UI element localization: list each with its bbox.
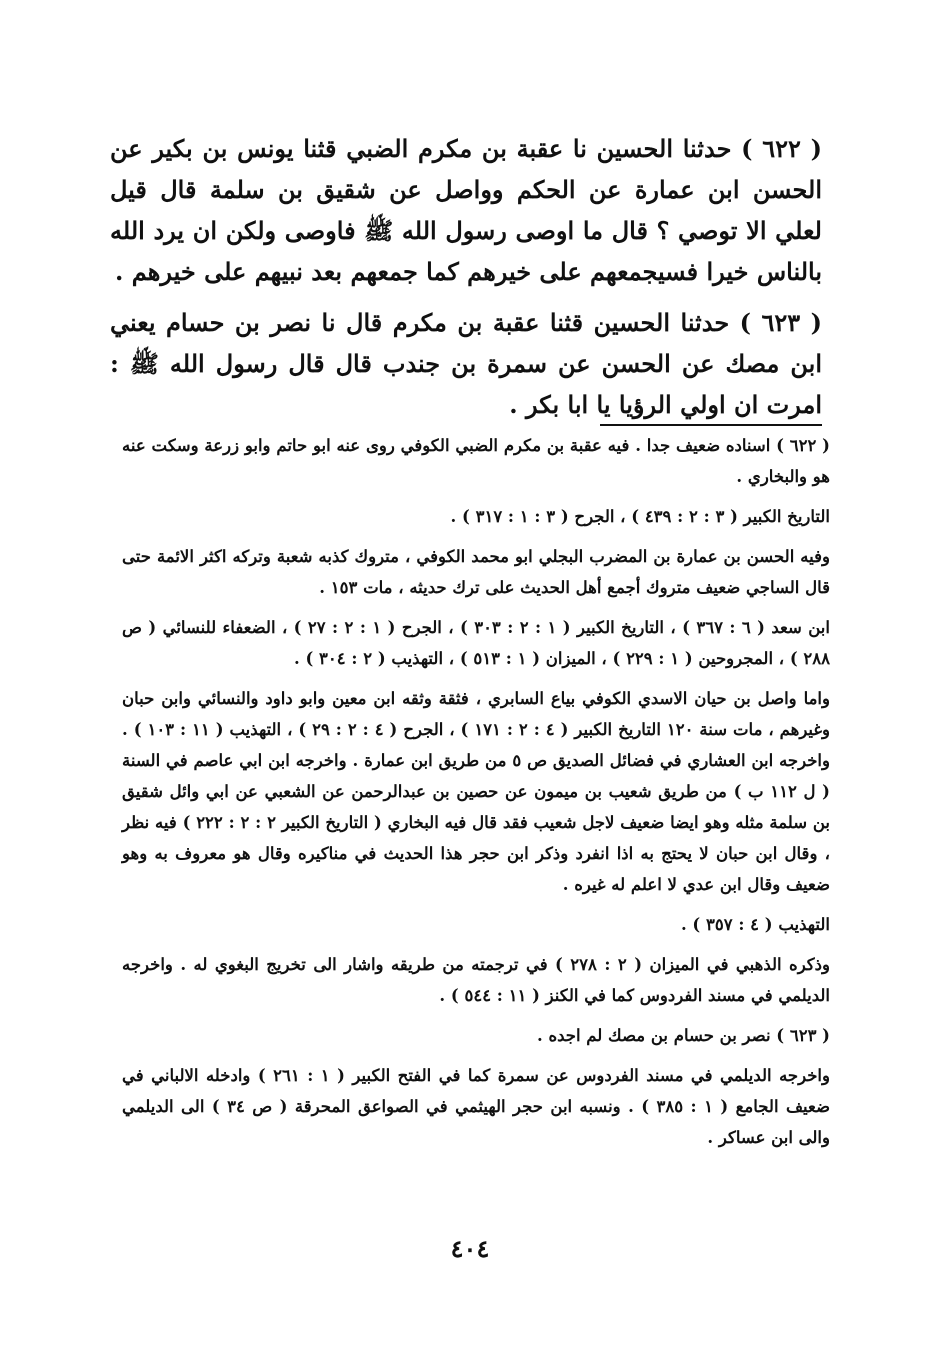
footnote-622-grading: ( ٦٢٢ ) اسناده ضعيف جدا . فيه عقبة بن مكرم الضبي الكوفي روى عنه ابو حاتم وابو زرعة وسكت عنه هو والبخاري . <box>122 436 830 486</box>
footnote-divider <box>600 424 822 426</box>
main-hadith-text <box>110 128 822 435</box>
footnote-reference: ابن سعد ( ٦ : ٣٦٧ ) ، التاريخ الكبير ( ١ : ٢ : ٣٠٣ ) ، الجرح ( ١ : ٢ : ٢٧ ) ، الضعفاء للنسائي ( ص ٢٨٨ ) ، المجروحين ( ١ : ٢٢٩ ) ، الميزان ( ١ : ٥١٣ ) ، التهذيب ( ٢ : ٣٠٤ ) . <box>122 618 830 668</box>
footnote-623-takhrij: واخرجه الديلمي في مسند الفردوس عن سمرة كما في الفتح الكبير ( ١ : ٢٦١ ) وادخله الالباني في ضعيف الجامع ( ١ : ٣٨٥ ) . ونسبه ابن حجر الهيثمي في الصواعق المحرقة ( ص ٣٤ ) الى الديلمي والى ابن عساكر . <box>122 1066 830 1147</box>
footnote-reference: التاريخ الكبير ( ٣ : ٢ : ٤٣٩ ) ، الجرح ( ٣ : ١ : ٣١٧ ) . <box>450 507 830 526</box>
footnote-takhrij: وذكره الذهبي في الميزان ( ٢ : ٢٧٨ ) في ترجمته من طريقه واشار الى تخريج البغوي له . واخرجه الديلمي في مسند الفردوس كما في الكنز ( ١١ : ٥٤٤ ) . <box>122 955 830 1005</box>
footnote-reference: التهذيب ( ٤ : ٣٥٧ ) . <box>680 915 830 934</box>
hadith-622: ( ٦٢٢ ) حدثنا الحسين نا عقبة بن مكرم الضبي قثنا يونس بن بكير عن الحسن ابن عمارة عن الحكم وواصل عن شقيق بن سلمة قال قيل لعلي الا توصي ؟ قال ما اوصى رسول الله ﷺ فاوصى ولكن ان يرد الله بالناس خيرا فسيجمعهم على خيرهم كما جمعهم بعد نبيهم على خيرهم . <box>110 134 822 286</box>
footnote-623-narrator: ( ٦٢٣ ) نصر بن حسام بن مصك لم اجده . <box>536 1026 830 1045</box>
footnotes <box>122 430 830 1162</box>
footnote-narrator-hasan: وفيه الحسن بن عمارة بن المضرب البجلي ابو محمد الكوفي ، متروك كذبه شعبة وتركه اكثر الائمة حتى قال الساجي ضعيف متروك أجمع أهل الحديث على ترك حديثه ، مات ١٥٣ . <box>122 547 830 597</box>
hadith-623: ( ٦٢٣ ) حدثنا الحسين قثنا عقبة بن مكرم قال نا نصر بن حسام يعني ابن مصك عن الحسن عن سمرة بن جندب قال قال رسول الله ﷺ : امرت ان اولي الرؤيا يا ابا بكر . <box>110 308 823 419</box>
footnote-narrator-wasil: واما واصل بن حيان الاسدي الكوفي بياع السابري ، فثقة وثقه ابن معين وابو داود والنسائي وابن حبان وغيرهم ، مات سنة ١٢٠ التاريخ الكبير ( ٤ : ٢ : ١٧١ ) ، الجرح ( ٤ : ٢ : ٢٩ ) ، التهذيب ( ١١ : ١٠٣ ) . واخرجه ابن العشاري في فضائل الصديق ص ٥ من طريق ابن عمارة . واخرجه ابن ابي عاصم في السنة ( ل ١١٢ ب ) من طريق شعيب بن ميمون عن حصين بن عبدالرحمن عن الشعبي عن ابي وائل شقيق بن سلمة مثله وهو ايضا ضعيف لاجل شعيب فقد قال فيه البخاري ( التاريخ الكبير ٢ : ٢ : ٢٢٢ ) فيه نظر ، وقال ابن حبان لا يحتج به اذا انفرد وذكر ابن حجر هذا الحديث في مناكيره وقال هو معروف به وهو ضعيف وقال ابن عدي لا اعلم له غيره . <box>122 689 830 894</box>
page-number: ٤٠٤ <box>450 1234 490 1263</box>
